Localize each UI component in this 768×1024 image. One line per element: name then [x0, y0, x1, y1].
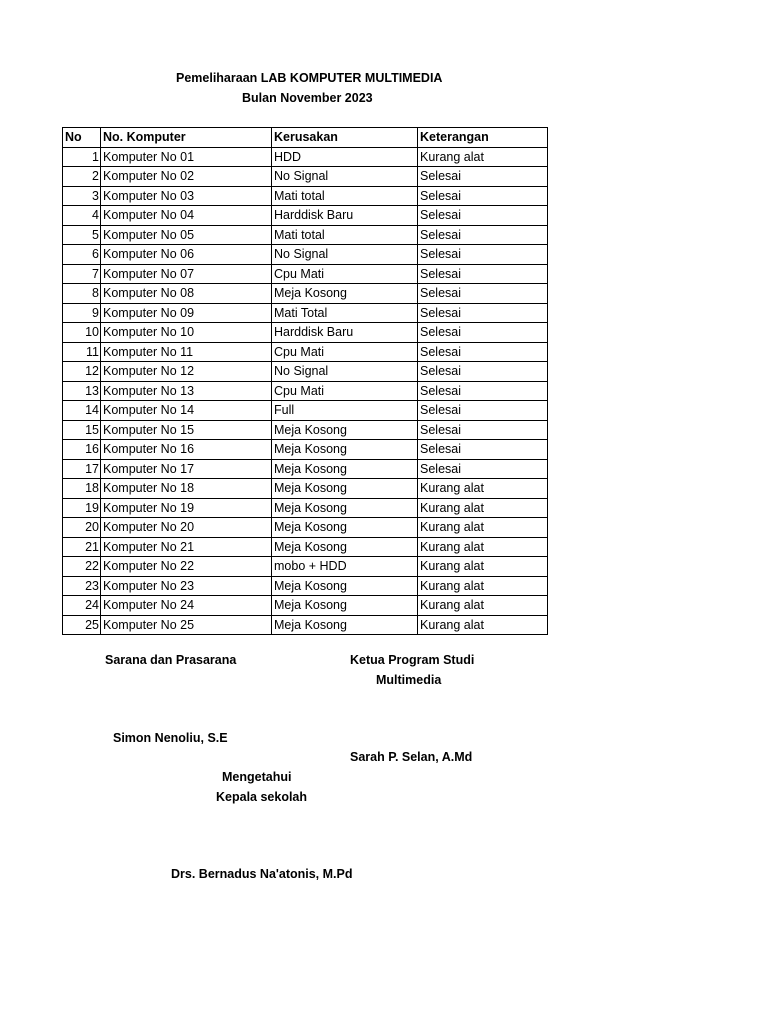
- cell-no: 9: [63, 303, 101, 323]
- cell-komputer: Komputer No 16: [101, 440, 272, 460]
- principal-role: Kepala sekolah: [216, 790, 308, 804]
- cell-komputer: Komputer No 23: [101, 576, 272, 596]
- cell-keterangan: Selesai: [418, 342, 548, 362]
- cell-keterangan: Selesai: [418, 245, 548, 265]
- cell-kerusakan: Meja Kosong: [272, 518, 418, 538]
- cell-keterangan: Selesai: [418, 186, 548, 206]
- left-signer-role: Sarana dan Prasarana: [105, 653, 237, 667]
- cell-kerusakan: Meja Kosong: [272, 537, 418, 557]
- cell-komputer: Komputer No 07: [101, 264, 272, 284]
- cell-kerusakan: Harddisk Baru: [272, 206, 418, 226]
- cell-keterangan: Kurang alat: [418, 147, 548, 167]
- cell-no: 4: [63, 206, 101, 226]
- cell-keterangan: Kurang alat: [418, 537, 548, 557]
- cell-kerusakan: Cpu Mati: [272, 381, 418, 401]
- cell-keterangan: Kurang alat: [418, 557, 548, 577]
- cell-kerusakan: Harddisk Baru: [272, 323, 418, 343]
- cell-no: 22: [63, 557, 101, 577]
- cell-no: 3: [63, 186, 101, 206]
- table-row: [63, 401, 548, 421]
- table-row: [63, 186, 548, 206]
- cell-kerusakan: Meja Kosong: [272, 479, 418, 499]
- table-row: [63, 362, 548, 382]
- cell-kerusakan: No Signal: [272, 362, 418, 382]
- cell-kerusakan: Meja Kosong: [272, 459, 418, 479]
- cell-keterangan: Kurang alat: [418, 596, 548, 616]
- cell-keterangan: Selesai: [418, 303, 548, 323]
- cell-keterangan: Selesai: [418, 420, 548, 440]
- cell-no: 8: [63, 284, 101, 304]
- cell-keterangan: Selesai: [418, 264, 548, 284]
- table-row: [63, 264, 548, 284]
- cell-keterangan: Kurang alat: [418, 479, 548, 499]
- cell-keterangan: Kurang alat: [418, 518, 548, 538]
- table-row: [63, 596, 548, 616]
- cell-no: 10: [63, 323, 101, 343]
- cell-keterangan: Kurang alat: [418, 498, 548, 518]
- cell-komputer: Komputer No 03: [101, 186, 272, 206]
- cell-no: 20: [63, 518, 101, 538]
- cell-kerusakan: Full: [272, 401, 418, 421]
- cell-no: 7: [63, 264, 101, 284]
- document-title: Pemeliharaan LAB KOMPUTER MULTIMEDIA: [176, 71, 443, 85]
- cell-kerusakan: No Signal: [272, 167, 418, 187]
- header-no: No: [63, 128, 101, 148]
- table-body: [63, 147, 548, 635]
- table-row: [63, 225, 548, 245]
- cell-komputer: Komputer No 22: [101, 557, 272, 577]
- cell-no: 11: [63, 342, 101, 362]
- cell-kerusakan: mobo + HDD: [272, 557, 418, 577]
- cell-no: 18: [63, 479, 101, 499]
- table-row: [63, 381, 548, 401]
- table-row: [63, 440, 548, 460]
- cell-komputer: Komputer No 19: [101, 498, 272, 518]
- cell-komputer: Komputer No 02: [101, 167, 272, 187]
- table-row: [63, 420, 548, 440]
- cell-komputer: Komputer No 10: [101, 323, 272, 343]
- cell-komputer: Komputer No 05: [101, 225, 272, 245]
- cell-kerusakan: Meja Kosong: [272, 596, 418, 616]
- cell-kerusakan: Mati total: [272, 225, 418, 245]
- table-row: [63, 537, 548, 557]
- table-header-row: [63, 128, 548, 148]
- cell-komputer: Komputer No 11: [101, 342, 272, 362]
- table-row: [63, 303, 548, 323]
- table-row: [63, 576, 548, 596]
- cell-kerusakan: No Signal: [272, 245, 418, 265]
- maintenance-table: [62, 127, 548, 635]
- cell-no: 23: [63, 576, 101, 596]
- cell-kerusakan: Mati Total: [272, 303, 418, 323]
- cell-no: 19: [63, 498, 101, 518]
- acknowledgement-label: Mengetahui: [222, 770, 292, 784]
- cell-keterangan: Kurang alat: [418, 576, 548, 596]
- cell-kerusakan: HDD: [272, 147, 418, 167]
- cell-keterangan: Selesai: [418, 284, 548, 304]
- table-row: [63, 167, 548, 187]
- table-row: [63, 245, 548, 265]
- cell-no: 1: [63, 147, 101, 167]
- cell-no: 17: [63, 459, 101, 479]
- table-row: [63, 147, 548, 167]
- cell-komputer: Komputer No 24: [101, 596, 272, 616]
- right-signer-name: Sarah P. Selan, A.Md: [350, 750, 473, 764]
- cell-komputer: Komputer No 12: [101, 362, 272, 382]
- table-row: [63, 498, 548, 518]
- cell-no: 5: [63, 225, 101, 245]
- table-row: [63, 323, 548, 343]
- cell-kerusakan: Meja Kosong: [272, 440, 418, 460]
- cell-kerusakan: Meja Kosong: [272, 284, 418, 304]
- cell-komputer: Komputer No 18: [101, 479, 272, 499]
- cell-komputer: Komputer No 13: [101, 381, 272, 401]
- cell-keterangan: Selesai: [418, 225, 548, 245]
- cell-no: 6: [63, 245, 101, 265]
- right-signer-role-line1: Ketua Program Studi: [350, 653, 475, 667]
- cell-no: 24: [63, 596, 101, 616]
- cell-komputer: Komputer No 04: [101, 206, 272, 226]
- cell-kerusakan: Meja Kosong: [272, 420, 418, 440]
- cell-kerusakan: Cpu Mati: [272, 342, 418, 362]
- cell-keterangan: Selesai: [418, 459, 548, 479]
- table-row: [63, 342, 548, 362]
- table-row: [63, 206, 548, 226]
- table-row: [63, 518, 548, 538]
- cell-kerusakan: Meja Kosong: [272, 576, 418, 596]
- cell-komputer: Komputer No 09: [101, 303, 272, 323]
- cell-kerusakan: Meja Kosong: [272, 615, 418, 635]
- table-row: [63, 615, 548, 635]
- cell-komputer: Komputer No 25: [101, 615, 272, 635]
- cell-no: 2: [63, 167, 101, 187]
- cell-kerusakan: Meja Kosong: [272, 498, 418, 518]
- document-subtitle: Bulan November 2023: [242, 91, 373, 105]
- cell-keterangan: Selesai: [418, 362, 548, 382]
- cell-no: 12: [63, 362, 101, 382]
- cell-keterangan: Selesai: [418, 323, 548, 343]
- left-signer-name: Simon Nenoliu, S.E: [113, 731, 228, 745]
- header-keterangan: Keterangan: [418, 128, 548, 148]
- table-row: [63, 479, 548, 499]
- table-row: [63, 557, 548, 577]
- cell-komputer: Komputer No 01: [101, 147, 272, 167]
- header-kerusakan: Kerusakan: [272, 128, 418, 148]
- cell-komputer: Komputer No 21: [101, 537, 272, 557]
- cell-keterangan: Selesai: [418, 440, 548, 460]
- cell-komputer: Komputer No 15: [101, 420, 272, 440]
- cell-keterangan: Selesai: [418, 381, 548, 401]
- cell-keterangan: Kurang alat: [418, 615, 548, 635]
- table-row: [63, 284, 548, 304]
- cell-komputer: Komputer No 06: [101, 245, 272, 265]
- cell-no: 16: [63, 440, 101, 460]
- cell-no: 15: [63, 420, 101, 440]
- cell-komputer: Komputer No 08: [101, 284, 272, 304]
- right-signer-role-line2: Multimedia: [376, 673, 442, 687]
- cell-no: 14: [63, 401, 101, 421]
- cell-komputer: Komputer No 17: [101, 459, 272, 479]
- cell-komputer: Komputer No 20: [101, 518, 272, 538]
- cell-no: 25: [63, 615, 101, 635]
- table-row: [63, 459, 548, 479]
- cell-no: 13: [63, 381, 101, 401]
- cell-keterangan: Selesai: [418, 206, 548, 226]
- cell-keterangan: Selesai: [418, 401, 548, 421]
- cell-no: 21: [63, 537, 101, 557]
- cell-keterangan: Selesai: [418, 167, 548, 187]
- cell-kerusakan: Mati total: [272, 186, 418, 206]
- header-no-komputer: No. Komputer: [101, 128, 272, 148]
- principal-name: Drs. Bernadus Na'atonis, M.Pd: [171, 867, 353, 881]
- cell-komputer: Komputer No 14: [101, 401, 272, 421]
- cell-kerusakan: Cpu Mati: [272, 264, 418, 284]
